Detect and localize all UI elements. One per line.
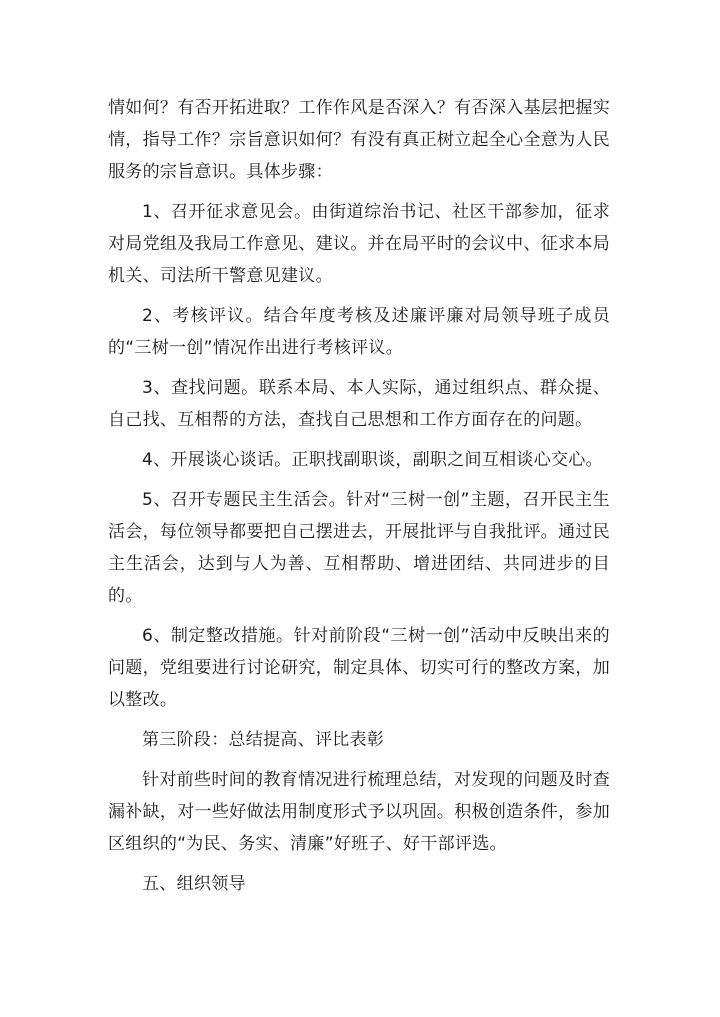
stage-three-heading: 第三阶段：总结提高、评比表彰 <box>142 730 385 750</box>
paragraph-intro: 情如何？有否开拓进取？工作作风是否深入？有否深入基层把握实情，指导工作？宗旨意识如何？有没有真正树立起全心全意为人民服务的宗旨意识。具体步骤： <box>108 98 610 182</box>
paragraph-step-4: 4、开展谈心谈话。正职找副职谈，副职之间互相谈心交心。 <box>142 450 603 470</box>
document-body <box>108 92 610 908</box>
paragraph-step-5: 5、召开专题民主生活会。针对“三树一创”主题，召开民主生活会，每位领导都要把自己摆进去，开展批评与自我批评。通过民主生活会，达到与人为善、互相帮助、增进团结、共同进步的目的。 <box>108 490 610 606</box>
paragraph-step-6: 6、制定整改措施。针对前阶段“三树一创”活动中反映出来的问题，党组要进行讨论研究，制定具体、切实可行的整改方案，加以整改。 <box>108 626 610 710</box>
stage-three-paragraph: 针对前些时间的教育情况进行梳理总结，对发现的问题及时查漏补缺，对一些好做法用制度形式予以巩固。积极创造条件，参加区组织的“为民、务实、清廉”好班子、好干部评选。 <box>108 770 610 854</box>
paragraph-step-3: 3、查找问题。联系本局、本人实际，通过组织点、群众提、自己找、互相帮的方法，查找自己思想和工作方面存在的问题。 <box>108 378 610 430</box>
paragraph-step-2: 2、考核评议。结合年度考核及述廉评廉对局领导班子成员的“三树一创”情况作出进行考核评议。 <box>108 306 610 358</box>
paragraph-step-1: 1、召开征求意见会。由街道综治书记、社区干部参加，征求对局党组及我局工作意见、建议。并在局平时的会议中、征求本局机关、司法所干警意见建议。 <box>108 202 610 286</box>
section-five-heading: 五、组织领导 <box>142 874 246 894</box>
